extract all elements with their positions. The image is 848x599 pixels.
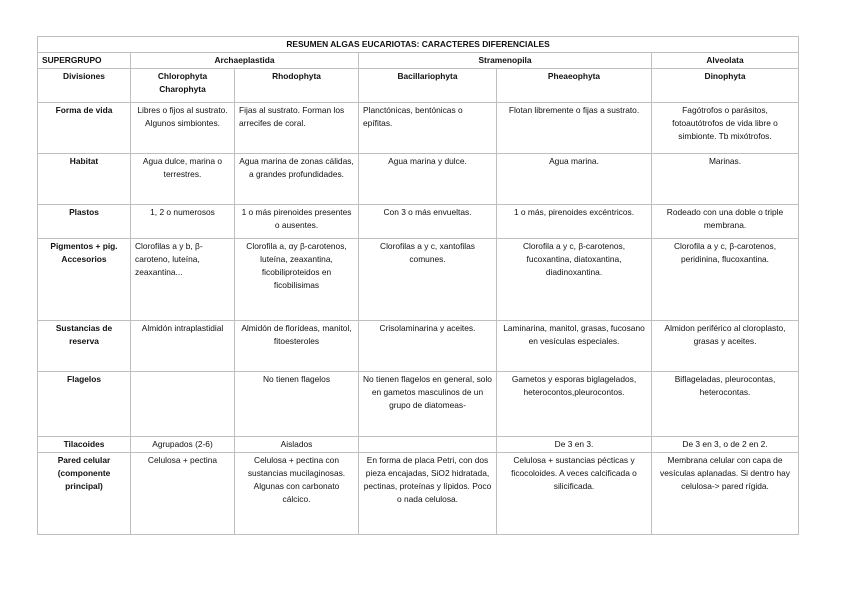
table-cell: En forma de placa Petri, con dos pieza encajadas, SiO2 hidratada, pectinas, proteínas y lípidos. Poco o nada celulosa.	[359, 452, 497, 534]
table-cell: Agua marina de zonas cálidas, a grandes profundidades.	[235, 153, 359, 204]
table-cell: 1 o más pirenoides presentes o ausentes.	[235, 204, 359, 238]
table-cell: Gametos y esporas biglagelados, heterocontos,pleurocontos.	[497, 371, 652, 436]
table-cell: Agua dulce, marina o terrestres.	[131, 153, 235, 204]
division-bacillariophyta: Bacillariophyta	[359, 68, 497, 102]
table-cell: Flotan libremente o fijas a sustrato.	[497, 102, 652, 153]
table-cell: Agrupados (2-6)	[131, 436, 235, 452]
table-cell: Almidón de florídeas, manitol, fitoesteroles	[235, 320, 359, 371]
table-cell: No tienen flagelos	[235, 371, 359, 436]
table-cell: Rodeado con una doble o triple membrana.	[652, 204, 799, 238]
table-cell: Almidon periférico al cloroplasto, grasas y aceites.	[652, 320, 799, 371]
table-cell: Aislados	[235, 436, 359, 452]
table-cell: No tienen flagelos en general, solo en gametos masculinos de un grupo de diatomeas-	[359, 371, 497, 436]
division-pheaeophyta: Pheaeophyta	[497, 68, 652, 102]
table-cell: Fijas al sustrato. Forman los arrecifes de coral.	[235, 102, 359, 153]
division-dinophyta: Dinophyta	[652, 68, 799, 102]
table-cell: Celulosa + pectina con sustancias mucilaginosas. Algunas con carbonato cálcico.	[235, 452, 359, 534]
table-cell: Clorofila a, αy β-carotenos, luteína, zeaxantina, ficobiliproteidos en ficobilisimas	[235, 238, 359, 320]
table-cell: Agua marina y dulce.	[359, 153, 497, 204]
table-cell	[359, 436, 497, 452]
table-title: RESUMEN ALGAS EUCARIOTAS: CARACTERES DIFERENCIALES	[38, 37, 799, 53]
table-cell: Membrana celular con capa de vesículas aplanadas. Si dentro hay celulosa-> pared rígida.	[652, 452, 799, 534]
row-label: Pigmentos + pig. Accesorios	[38, 238, 131, 320]
row-label: Habitat	[38, 153, 131, 204]
row-label: Forma de vida	[38, 102, 131, 153]
row-forma-de-vida	[38, 102, 799, 153]
row-label: Plastos	[38, 204, 131, 238]
table-cell: 1 o más, pirenoides excéntricos.	[497, 204, 652, 238]
table-cell: Agua marina.	[497, 153, 652, 204]
row-label: Flagelos	[38, 371, 131, 436]
row-label: Pared celular (componente principal)	[38, 452, 131, 534]
table-cell: Libres o fijos al sustrato. Algunos simbiontes.	[131, 102, 235, 153]
division-chlorophyta-charophyta: Chlorophyta Charophyta	[131, 68, 235, 102]
table-cell: Clorofila a y c, β-carotenos, fucoxantina, diatoxantina, diadinoxantina.	[497, 238, 652, 320]
row-sustancias-de-reserva	[38, 320, 799, 371]
row-flagelos	[38, 371, 799, 436]
table-cell: Laminarina, manitol, grasas, fucosano en vesículas especiales.	[497, 320, 652, 371]
table-cell: Celulosa + pectina	[131, 452, 235, 534]
row-habitat	[38, 153, 799, 204]
table-cell: De 3 en 3, o de 2 en 2.	[652, 436, 799, 452]
row-pared-celular	[38, 452, 799, 534]
supergroup-header: SUPERGRUPO	[38, 52, 131, 68]
row-label: Tilacoides	[38, 436, 131, 452]
table-cell: Crisolaminarina y aceites.	[359, 320, 497, 371]
supergroup-stramenopila: Stramenopila	[359, 52, 652, 68]
supergroup-alveolata: Alveolata	[652, 52, 799, 68]
table-cell: De 3 en 3.	[497, 436, 652, 452]
table-cell: Clorofila a y c, β-carotenos, peridinina, flucoxantina.	[652, 238, 799, 320]
table-cell: Planctónicas, bentónicas o epífitas.	[359, 102, 497, 153]
table-cell: Con 3 o más envueltas.	[359, 204, 497, 238]
table-cell: Celulosa + sustancias pécticas y ficocoloides. A veces calcificada o silicificada.	[497, 452, 652, 534]
summary-table	[37, 36, 799, 535]
table-cell: Almidón intraplastidial	[131, 320, 235, 371]
row-pigmentos	[38, 238, 799, 320]
table-cell: Fagótrofos o parásitos, fotoautótrofos de vida libre o simbionte. Tb mixótrofos.	[652, 102, 799, 153]
row-tilacoides	[38, 436, 799, 452]
table-cell: Clorofilas a y b, β-caroteno, luteína, zeaxantina...	[131, 238, 235, 320]
supergroup-archaeplastida: Archaeplastida	[131, 52, 359, 68]
table-cell: Clorofilas a y c, xantofilas comunes.	[359, 238, 497, 320]
table-cell: Biflageladas, pleurocontas, heterocontas.	[652, 371, 799, 436]
table-cell: 1, 2 o numerosos	[131, 204, 235, 238]
division-rhodophyta: Rhodophyta	[235, 68, 359, 102]
divisions-header: Divisiones	[38, 68, 131, 102]
table-cell: Marinas.	[652, 153, 799, 204]
table-cell	[131, 371, 235, 436]
row-plastos	[38, 204, 799, 238]
row-label: Sustancias de reserva	[38, 320, 131, 371]
